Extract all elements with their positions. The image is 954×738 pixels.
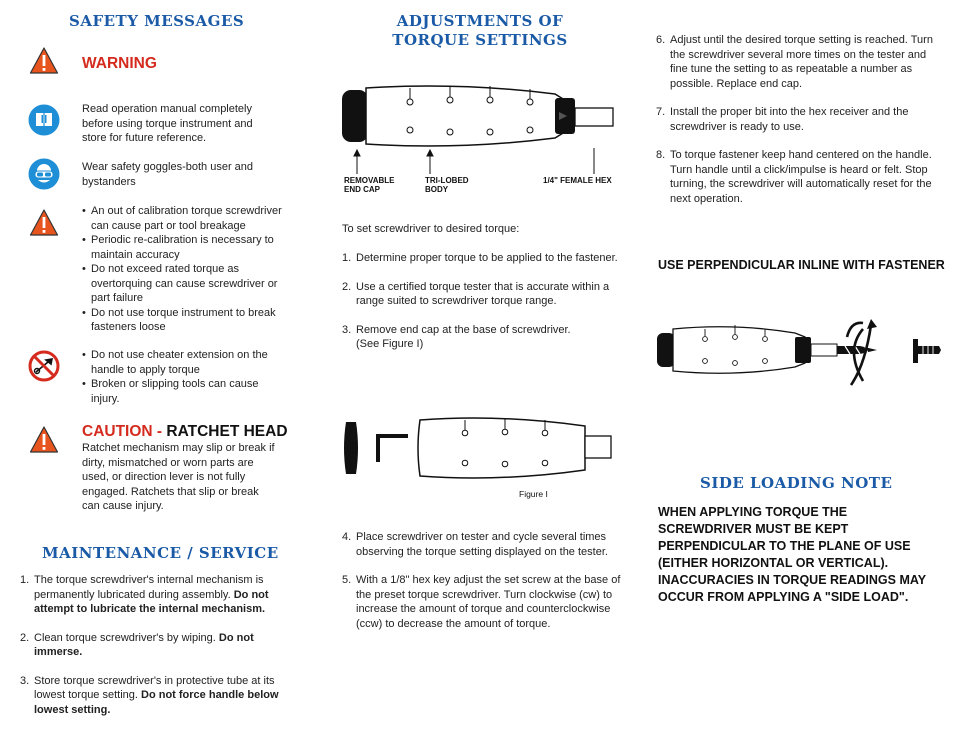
read-manual-icon xyxy=(28,104,60,136)
side-loading-title: SIDE LOADING NOTE xyxy=(700,474,893,492)
tri-lobed-body-label: TRI-LOBED BODY xyxy=(425,176,469,194)
list-item: 1. Determine proper torque to be applied to the fastener. xyxy=(342,252,618,264)
torque-steps-b xyxy=(342,530,624,631)
list-item: • Do not use cheater extension on the handle to apply torque xyxy=(82,348,287,377)
end-cap-label: REMOVABLE END CAP xyxy=(344,176,395,194)
adjustments-title: ADJUSTMENTS OF TORQUE SETTINGS xyxy=(392,12,568,49)
safety-messages-title: SAFETY MESSAGES xyxy=(69,12,245,30)
list-item: 8. To torque fastener keep hand centered on the handle. Turn handle until a click/impulse is heard or felt. Stop turning, the screwdriver will automatically reset for the next operation. xyxy=(656,149,932,205)
list-item: 4. Place screwdriver on tester and cycle several times observing the torque setting displayed on the tester. xyxy=(342,531,608,558)
list-item: 3. Remove end cap at the base of screwdriver. (See Figure I) xyxy=(342,323,571,350)
caution-separator: - xyxy=(152,423,167,440)
caution-label: CAUTION xyxy=(82,423,153,440)
list-item: • Do not exceed rated torque as overtorquing can cause screwdriver or part failure xyxy=(82,262,297,306)
perpendicular-diagram xyxy=(655,315,945,395)
screw-shank xyxy=(918,346,941,354)
figure-i-diagram xyxy=(340,412,620,484)
list-item: 1. The torque screwdriver's internal mechanism is permanently lubricated during assembly. Do not attempt to lubricate the internal mechanism. xyxy=(20,574,269,615)
list-item: 3. Store torque screwdriver's in protective tube at its lowest torque setting. Do not force handle below lowest setting. xyxy=(20,674,279,716)
list-item: 5. With a 1/8" hex key adjust the set screw at the base of the preset torque screwdriver. Turn clockwise (cw) to increase the amount of torque and counterclockwise (ccw) to decrease the amount of torque. xyxy=(342,574,621,630)
list-item: 2. Clean torque screwdriver's by wiping. Do not immerse. xyxy=(20,631,254,658)
tri-lobed-body xyxy=(366,86,568,146)
perpendicular-heading: USE PERPENDICULAR INLINE WITH FASTENER xyxy=(658,258,945,272)
ratchet-text: Ratchet mechanism may slip or break if dirty, mismatched or worn parts are used, or direction lever is not fully engaged. Ratchets that slip or break can cause injury. xyxy=(82,442,275,512)
list-item: • Do not use torque instrument to break fasteners loose xyxy=(82,306,297,335)
screw-head xyxy=(913,339,918,363)
hex-key xyxy=(378,436,408,462)
removed-end-cap xyxy=(344,422,358,474)
maintenance-list xyxy=(20,573,288,717)
torque-intro: To set screwdriver to desired torque: xyxy=(342,223,520,235)
maintenance-title: MAINTENANCE / SERVICE xyxy=(42,544,279,562)
list-item: 7. Install the proper bit into the hex receiver and the screwdriver is ready to use. xyxy=(656,106,909,133)
warning-triangle-icon xyxy=(29,46,59,76)
list-item: 6. Adjust until the desired torque setting is reached. Turn the screwdriver several more times on the tester and fine tune the setting to as repeatable a number as possible. Replace end cap. xyxy=(656,34,933,90)
list-item: • An out of calibration torque screwdriver can cause part or tool breakage xyxy=(82,204,297,233)
torque-steps-a xyxy=(342,251,624,352)
warning-triangle-icon xyxy=(29,208,59,238)
label-arrows xyxy=(340,148,620,176)
list-item: • Broken or slipping tools can cause injury. xyxy=(82,377,287,406)
ratchet-head-label: RATCHET HEAD xyxy=(166,423,288,440)
cheater-list xyxy=(82,348,287,406)
torque-steps-c xyxy=(656,33,938,206)
end-cap xyxy=(342,90,368,142)
read-manual-text: Read operation manual completely before using torque instrument and store for future reference. xyxy=(82,103,253,144)
calibration-list xyxy=(82,204,297,335)
list-item: 2. Use a certified torque tester that is accurate within a range suited to screwdriver torque range. xyxy=(342,280,610,307)
figure-i-label: Figure I xyxy=(519,489,548,499)
caution-heading xyxy=(82,423,288,441)
female-hex-label: 1/4" FEMALE HEX xyxy=(543,176,612,185)
warning-triangle-icon xyxy=(29,425,59,455)
side-loading-note: WHEN APPLYING TORQUE THE SCREWDRIVER MUST BE KEPT PERPENDICULAR TO THE PLANE OF USE (EITHER HORIZONTAL OR VERTICAL). INACCURACIES IN TORQUE READINGS MAY OCCUR FROM APPLYING A "SIDE LOAD". xyxy=(658,505,926,604)
hex-receiver xyxy=(575,108,613,126)
goggles-text: Wear safety goggles-both user and bystanders xyxy=(82,161,254,188)
list-item: • Periodic re-calibration is necessary to maintain accuracy xyxy=(82,233,297,262)
safety-goggles-icon xyxy=(28,158,60,190)
warning-label: WARNING xyxy=(82,55,157,72)
no-cheater-bar-icon xyxy=(28,350,60,382)
